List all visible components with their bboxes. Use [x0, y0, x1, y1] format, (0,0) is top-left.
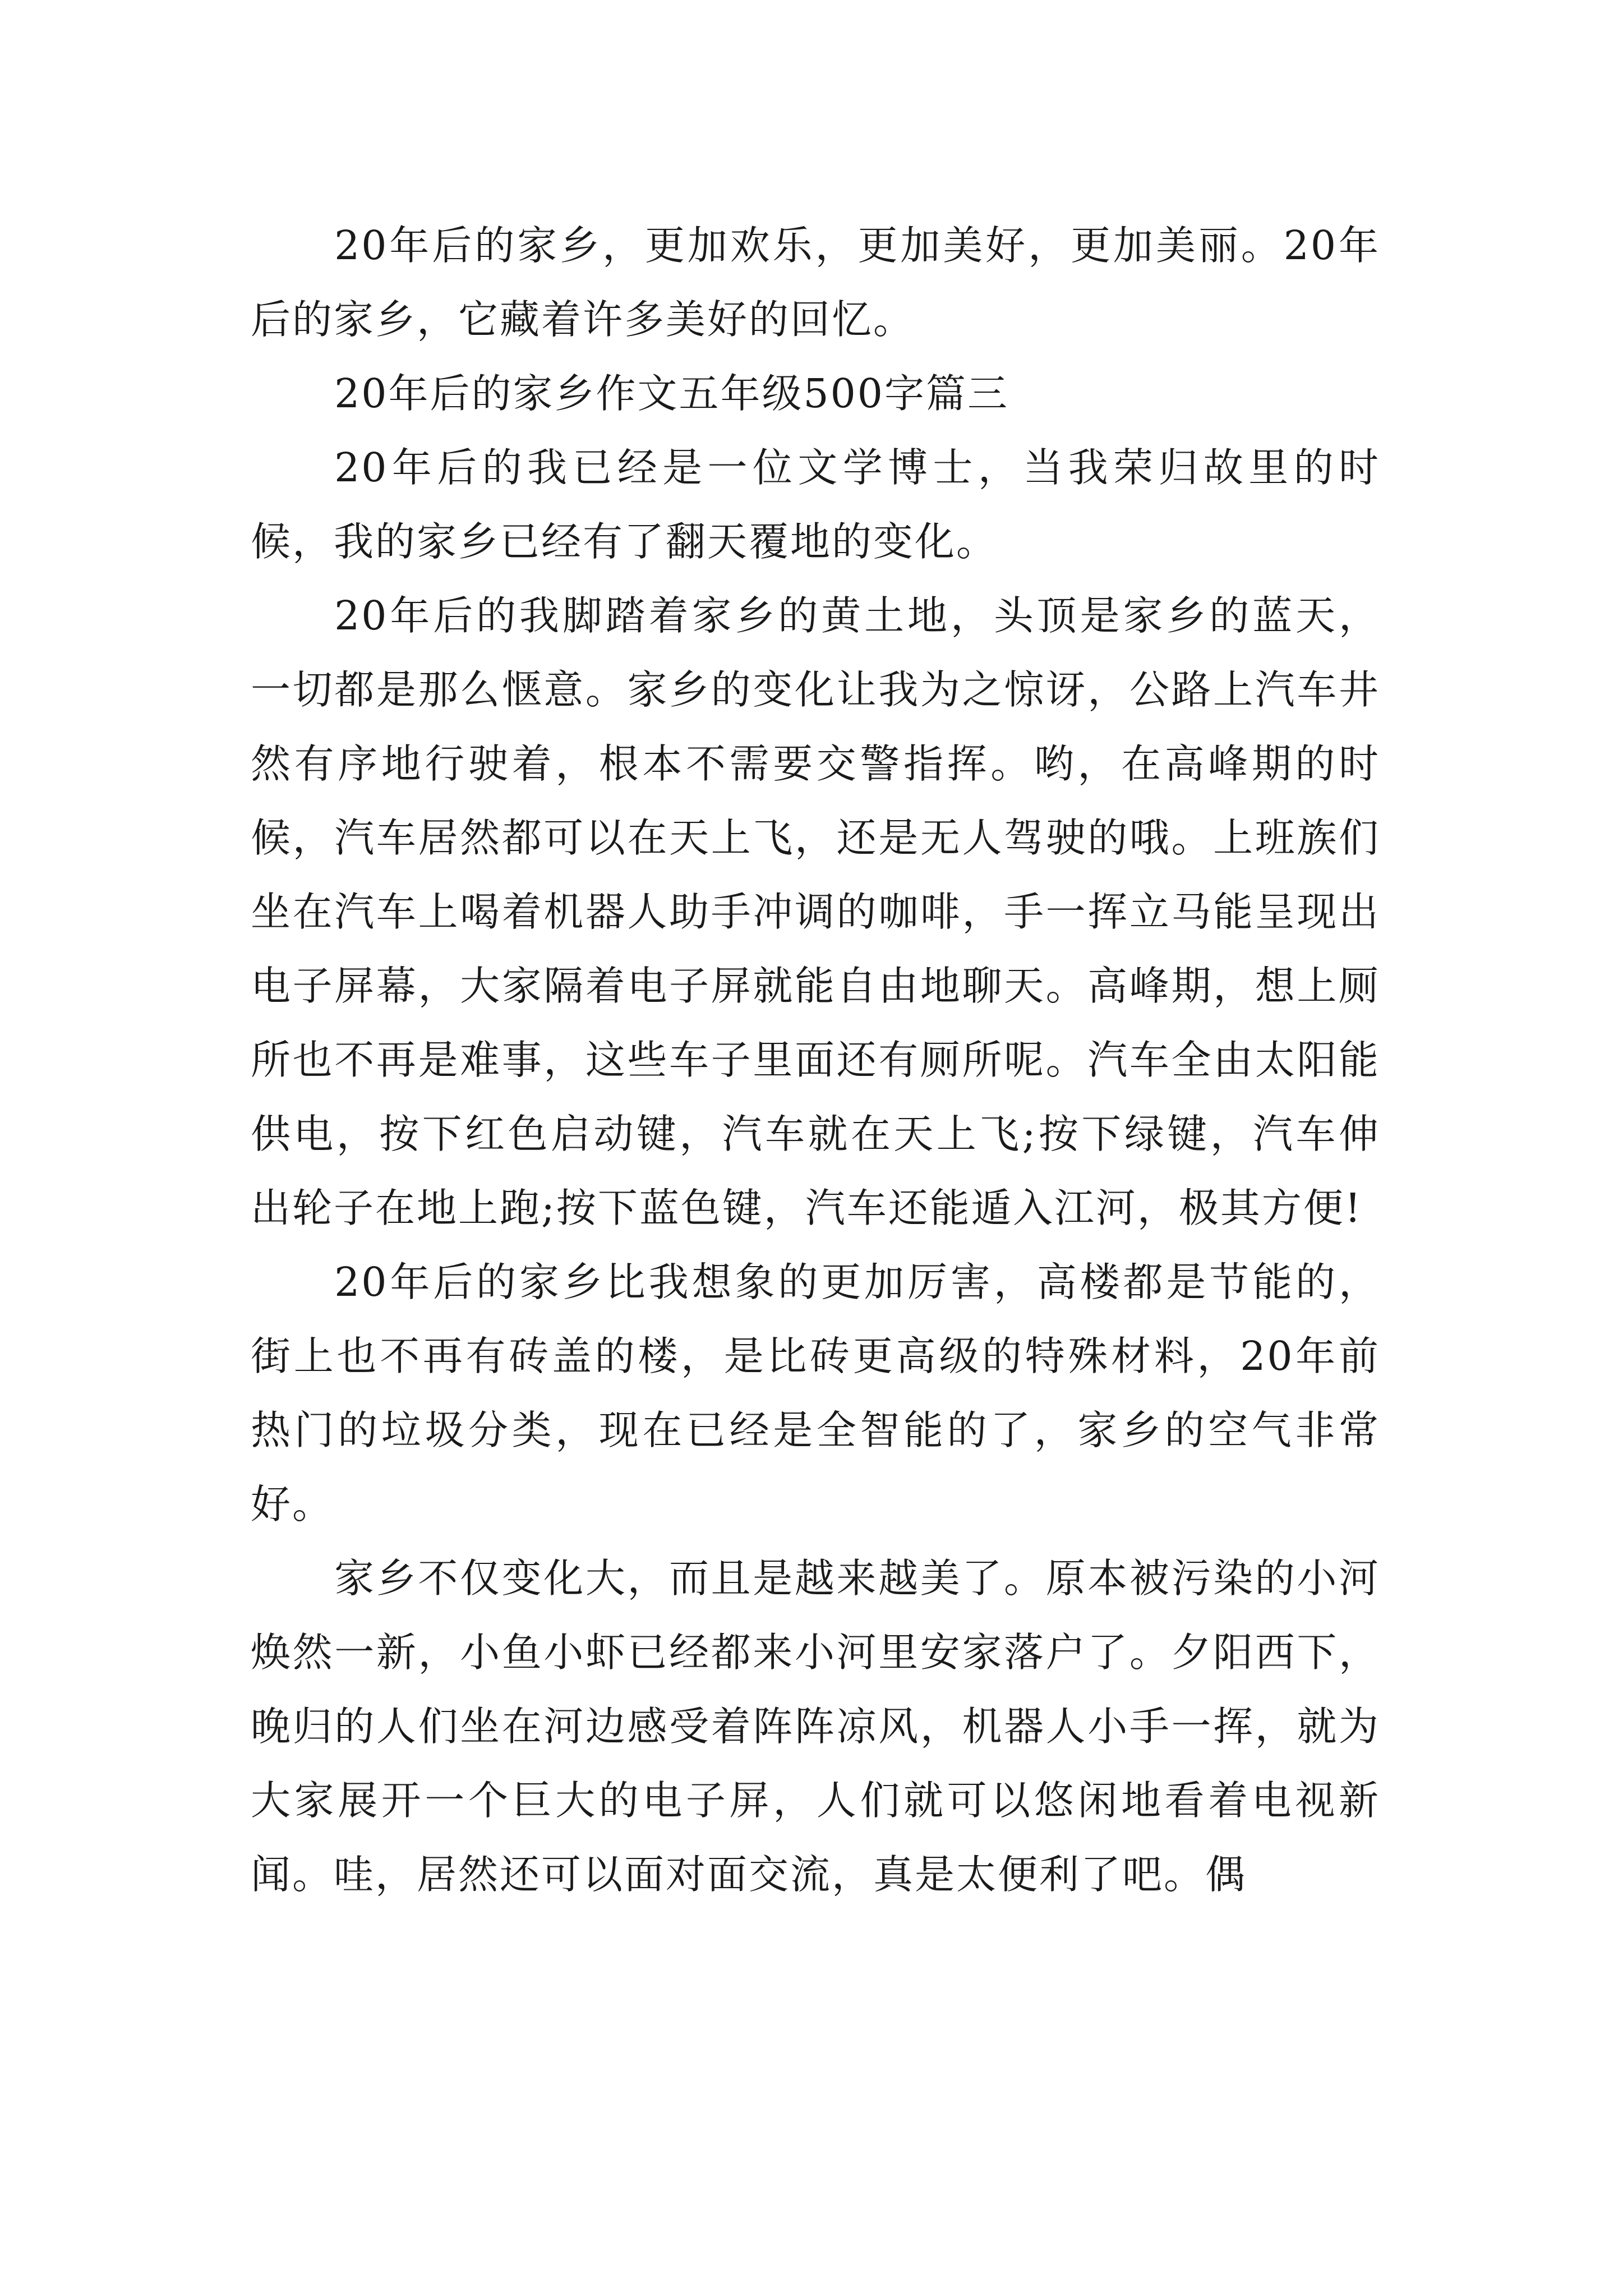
- paragraph: 20年后的我已经是一位文学博士，当我荣归故里的时候，我的家乡已经有了翻天覆地的变化。: [251, 444, 1380, 565]
- section-heading: 20年后的家乡作文五年级500字篇三: [334, 370, 1009, 417]
- paragraph: 20年后的家乡比我想象的更加厉害，高楼都是节能的，街上也不再有砖盖的楼，是比砖更高级的特殊材料，20年前热门的垃圾分类，现在已经是全智能的了，家乡的空气非常好。: [251, 1259, 1380, 1527]
- document-body: [251, 209, 1380, 1912]
- paragraph: 20年后的家乡，更加欢乐，更加美好，更加美丽。20年后的家乡，它藏着许多美好的回忆。: [251, 222, 1380, 343]
- paragraph: 20年后的我脚踏着家乡的黄土地，头顶是家乡的蓝天，一切都是那么惬意。家乡的变化让我为之惊讶，公路上汽车井然有序地行驶着，根本不需要交警指挥。哟，在高峰期的时候，汽车居然都可以在天上飞，还是无人驾驶的哦。上班族们坐在汽车上喝着机器人助手冲调的咖啡，手一挥立马能呈现出电子屏幕，大家隔着电子屏就能自由地聊天。高峰期，想上厕所也不再是难事，这些车子里面还有厕所呢。汽车全由太阳能供电，按下红色启动键，汽车就在天上飞;按下绿键，汽车伸出轮子在地上跑;按下蓝色键，汽车还能遁入江河，极其方便!: [251, 592, 1380, 1231]
- paragraph: 家乡不仅变化大，而且是越来越美了。原本被污染的小河焕然一新，小鱼小虾已经都来小河里安家落户了。夕阳西下，晚归的人们坐在河边感受着阵阵凉风，机器人小手一挥，就为大家展开一个巨大的电子屏，人们就可以悠闲地看着电视新闻。哇，居然还可以面对面交流，真是太便利了吧。偶: [251, 1555, 1380, 1898]
